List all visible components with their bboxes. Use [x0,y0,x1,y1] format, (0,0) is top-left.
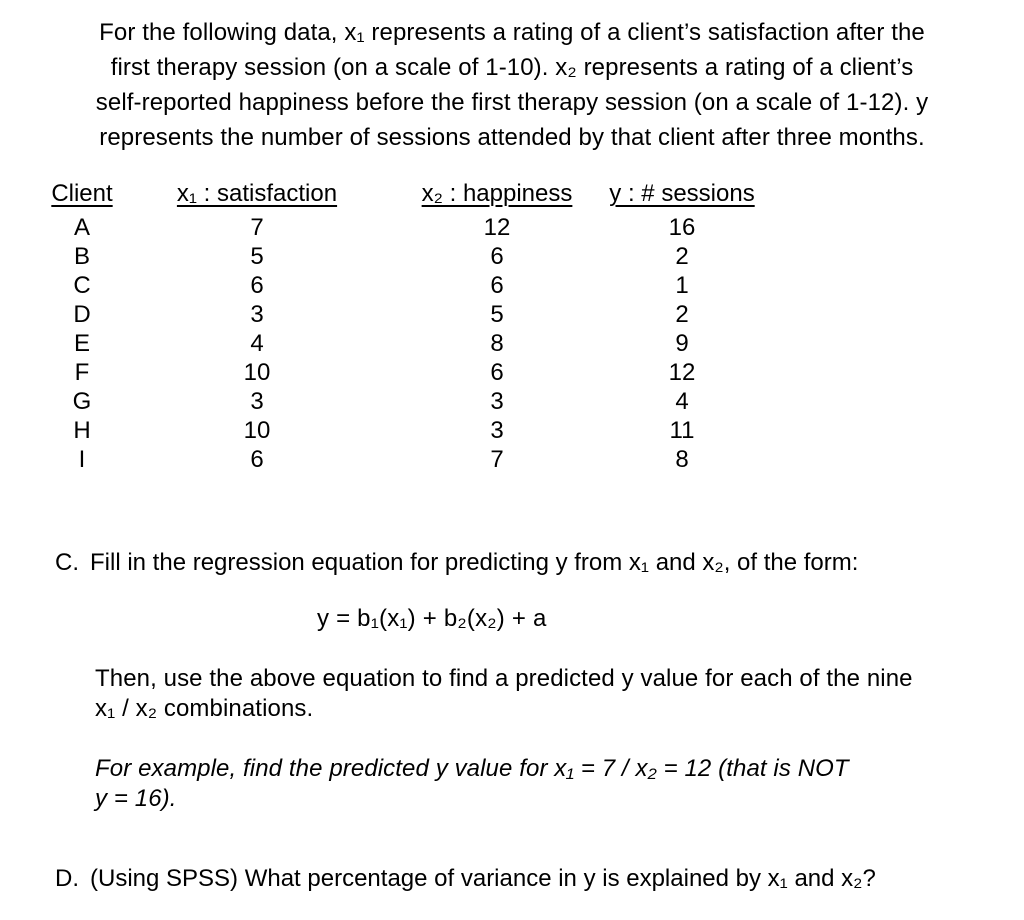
instruction-line-1: Then, use the above equation to find a predicted y value for each of the nine [95,665,913,692]
table-row [42,271,762,300]
cell-client: A [73,214,90,241]
col-header-y-sessions: y : # sessions [609,180,755,207]
cell-y: 8 [675,446,689,473]
example-line-1: For example, find the predicted y value for x₁ = 7 / x₂ = 12 (that is NOT [95,755,849,782]
intro-paragraph [0,0,1024,155]
cell-x1: 3 [250,301,264,328]
cell-x1: 4 [250,330,264,357]
cell-y: 2 [675,301,689,328]
cell-x1: 10 [243,417,271,444]
example-line-2: y = 16). [95,785,177,812]
cell-client: D [73,301,91,328]
cell-x1: 3 [250,388,264,415]
cell-x2: 8 [490,330,504,357]
table-row [42,300,762,329]
cell-client: E [73,330,90,357]
instruction-line-2: x₁ / x₂ combinations. [95,695,314,722]
cell-y: 16 [668,214,696,241]
intro-line-2: first therapy session (on a scale of 1-10). x₂ represents a rating of a client’s [110,54,914,81]
cell-x2: 3 [490,388,504,415]
cell-x2: 3 [490,417,504,444]
cell-x2: 6 [490,272,504,299]
intro-line-4: represents the number of sessions attended by that client after three months. [99,124,925,151]
cell-client: B [73,243,90,270]
section-c-heading [55,548,1024,578]
cell-x2: 6 [490,359,504,386]
example-paragraph [95,754,1024,814]
table-row [42,387,762,416]
col-header-x1-satisfaction: x₁ : satisfaction [176,180,338,207]
cell-x2: 6 [490,243,504,270]
cell-x1: 6 [250,446,264,473]
cell-x2: 12 [483,214,511,241]
table-row [42,242,762,271]
col-header-client: Client [51,180,113,207]
section-c-prompt: Fill in the regression equation for predicting y from x₁ and x₂, of the form: [90,549,859,576]
table-row [42,358,762,387]
cell-y: 2 [675,243,689,270]
table-row [42,329,762,358]
section-c-label: C. [55,549,79,576]
intro-line-3: self-reported happiness before the first therapy session (on a scale of 1-12). y [95,89,929,116]
cell-y: 1 [675,272,689,299]
col-header-x2-happiness: x₂ : happiness [421,180,573,207]
cell-client: G [72,388,92,415]
regression-equation: y = b₁(x₁) + b₂(x₂) + a [317,605,547,632]
section-c [55,548,1024,814]
cell-client: H [73,417,91,444]
cell-client: F [74,359,90,386]
cell-y: 11 [669,417,695,444]
section-d-prompt: (Using SPSS) What percentage of variance in y is explained by x₁ and x₂? [90,865,876,892]
instruction-paragraph [95,664,1024,724]
cell-x2: 7 [490,446,504,473]
client-data-table [42,181,762,474]
cell-x1: 6 [250,272,264,299]
table-row [42,213,762,242]
section-d-label: D. [55,865,79,892]
section-d [55,864,1024,894]
cell-client: C [73,272,91,299]
table-row [42,445,762,474]
table-header-row [42,181,762,213]
cell-x1: 10 [243,359,271,386]
intro-line-1: For the following data, x₁ represents a rating of a client’s satisfaction after the [99,19,925,46]
cell-y: 4 [675,388,689,415]
cell-y: 12 [668,359,696,386]
table-row [42,416,762,445]
cell-x1: 5 [250,243,264,270]
cell-client: I [78,446,86,473]
cell-x2: 5 [490,301,504,328]
cell-y: 9 [675,330,689,357]
cell-x1: 7 [250,214,264,241]
